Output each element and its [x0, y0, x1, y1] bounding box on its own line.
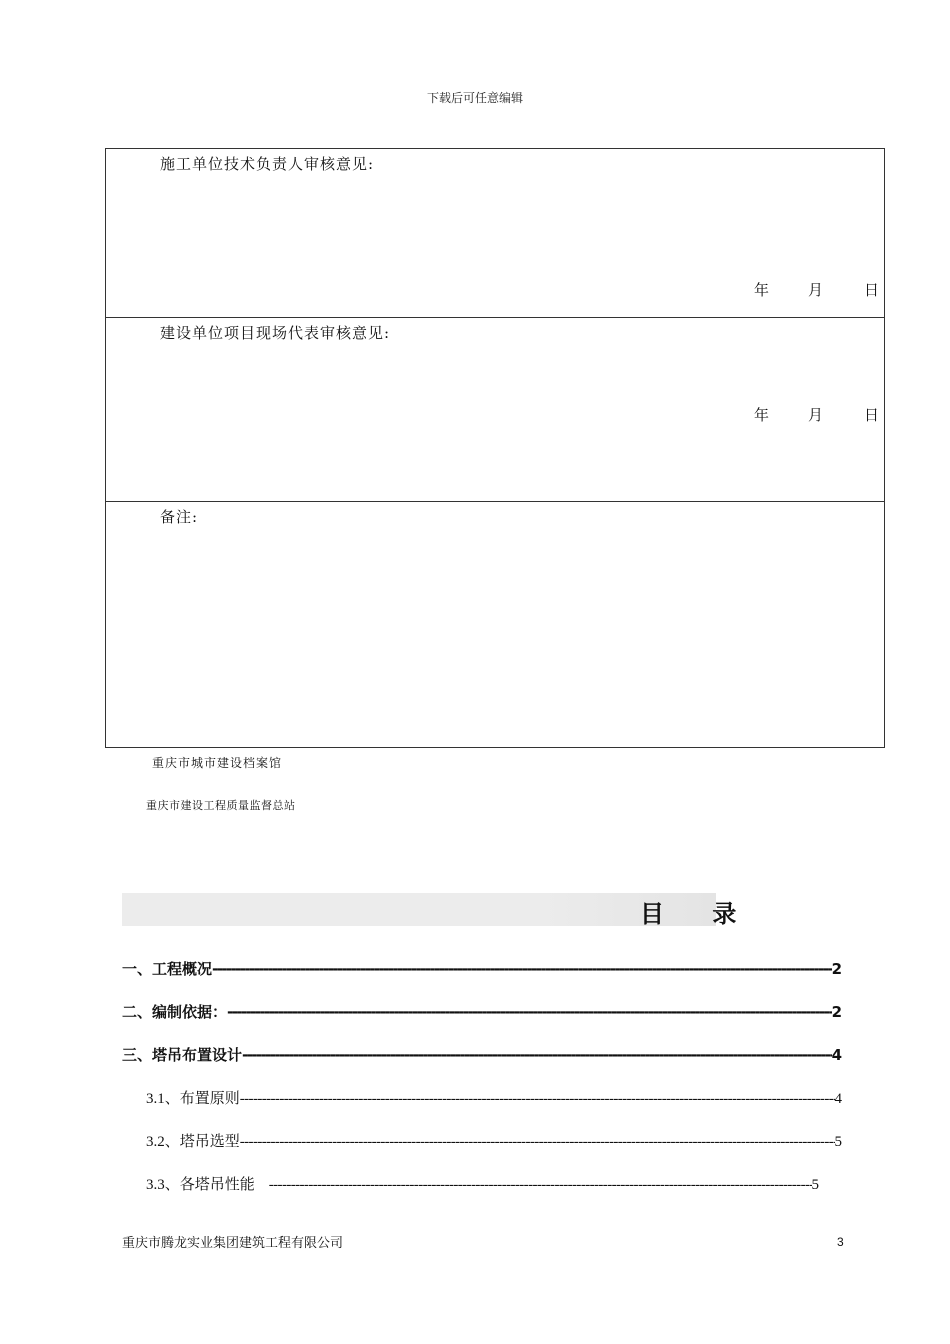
toc-entry-label: 3.1、布置原则 — [146, 1091, 240, 1107]
toc-entry[interactable] — [146, 1087, 842, 1108]
footer-page-number: 3 — [837, 1235, 844, 1249]
row-label: 备注: — [160, 508, 199, 526]
review-row-construction-tech-lead — [106, 149, 884, 318]
date-year: 年 — [754, 281, 770, 299]
date-month: 月 — [808, 281, 824, 299]
toc-entry-page: 4 — [831, 1046, 842, 1064]
toc-entry-label: 二、编制依据： — [122, 1003, 228, 1021]
toc-entry-label: 3.2、塔吊选型 — [146, 1134, 240, 1150]
date-line — [754, 404, 880, 425]
toc-leader — [240, 1134, 835, 1151]
date-day: 日 — [864, 406, 880, 424]
toc-leader — [240, 1091, 835, 1108]
toc-title-bar — [122, 893, 716, 926]
toc-leader — [227, 1003, 832, 1021]
toc-entry[interactable] — [146, 1130, 842, 1151]
header-note: 下载后可任意编辑 — [426, 91, 523, 105]
toc-leader — [269, 1177, 812, 1194]
review-row-remarks — [106, 502, 884, 747]
toc-entry-page: 5 — [811, 1177, 819, 1193]
org-quality-station: 重庆市建设工程质量监督总站 — [146, 799, 296, 812]
date-year: 年 — [754, 406, 770, 424]
toc-entry-label: 一、工程概况 — [122, 960, 213, 978]
date-line — [754, 279, 880, 300]
toc-entry[interactable] — [146, 1173, 819, 1194]
review-table — [105, 148, 885, 748]
review-row-owner-site-rep — [106, 318, 884, 502]
footer-company: 重庆市腾龙实业集团建筑工程有限公司 — [122, 1236, 344, 1251]
row-label: 建设单位项目现场代表审核意见: — [160, 324, 391, 342]
toc-entry-page: 5 — [834, 1134, 842, 1150]
toc-entry-page: 2 — [831, 960, 842, 978]
toc-entry[interactable] — [122, 958, 842, 979]
toc-entry-page: 2 — [831, 1003, 842, 1021]
org-archive: 重庆市城市建设档案馆 — [152, 756, 283, 770]
date-day: 日 — [864, 281, 880, 299]
row-label: 施工单位技术负责人审核意见: — [160, 155, 375, 173]
toc-leader — [212, 960, 832, 978]
toc-entry-label: 三、塔吊布置设计 — [122, 1046, 243, 1064]
date-month: 月 — [808, 406, 824, 424]
toc-leader — [242, 1046, 832, 1064]
toc-entry[interactable] — [122, 1044, 842, 1065]
toc-title: 目 录 — [640, 900, 757, 928]
toc-entry[interactable] — [122, 1001, 842, 1022]
toc-entry-label: 3.3、各塔吊性能 — [146, 1177, 255, 1193]
toc-entry-page: 4 — [834, 1091, 842, 1107]
